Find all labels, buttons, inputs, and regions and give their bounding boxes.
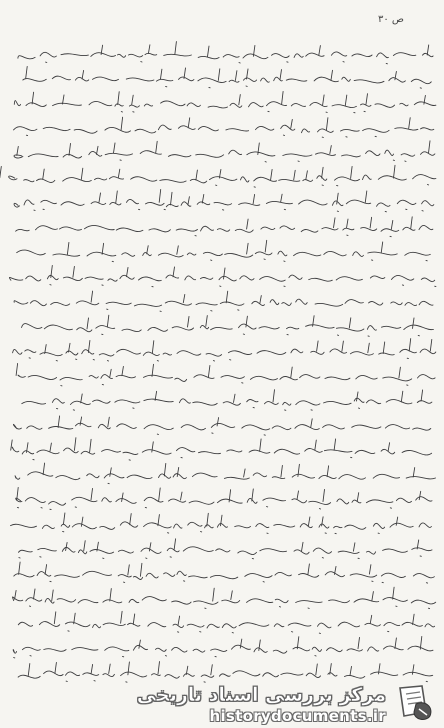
handwritten-line [16,217,433,237]
handwritten-line [13,339,436,361]
handwritten-line [0,165,436,187]
handwritten-line [22,390,432,411]
handwritten-line [14,117,434,137]
handwritten-line [11,438,432,460]
handwritten-line [15,463,435,484]
watermark [0,678,444,728]
handwritten-line [22,315,434,336]
watermark-url: historydocuments.ir [209,707,386,725]
document-seal-icon [392,682,438,722]
handwritten-line [14,291,433,311]
handwritten-line [11,513,432,534]
handwritten-line [16,364,435,386]
handwritten-line [14,141,435,162]
handwritten-line [12,587,435,608]
handwritten-line [14,562,435,583]
handwritten-line [23,67,432,89]
handwritten-line [18,611,434,633]
handwritten-line [14,92,436,113]
handwritten-line [13,416,430,435]
handwritten-line [9,266,436,287]
watermark-title: مرکز بررسی اسناد تاریخی [136,684,386,706]
handwritten-line [14,190,434,212]
handwritten-line [18,42,433,64]
handwritten-line [16,488,432,510]
page-number: ص ۳۰ [377,14,404,25]
handwritten-line [13,637,433,658]
handwritten-line [17,240,431,261]
handwritten-line [19,539,433,559]
